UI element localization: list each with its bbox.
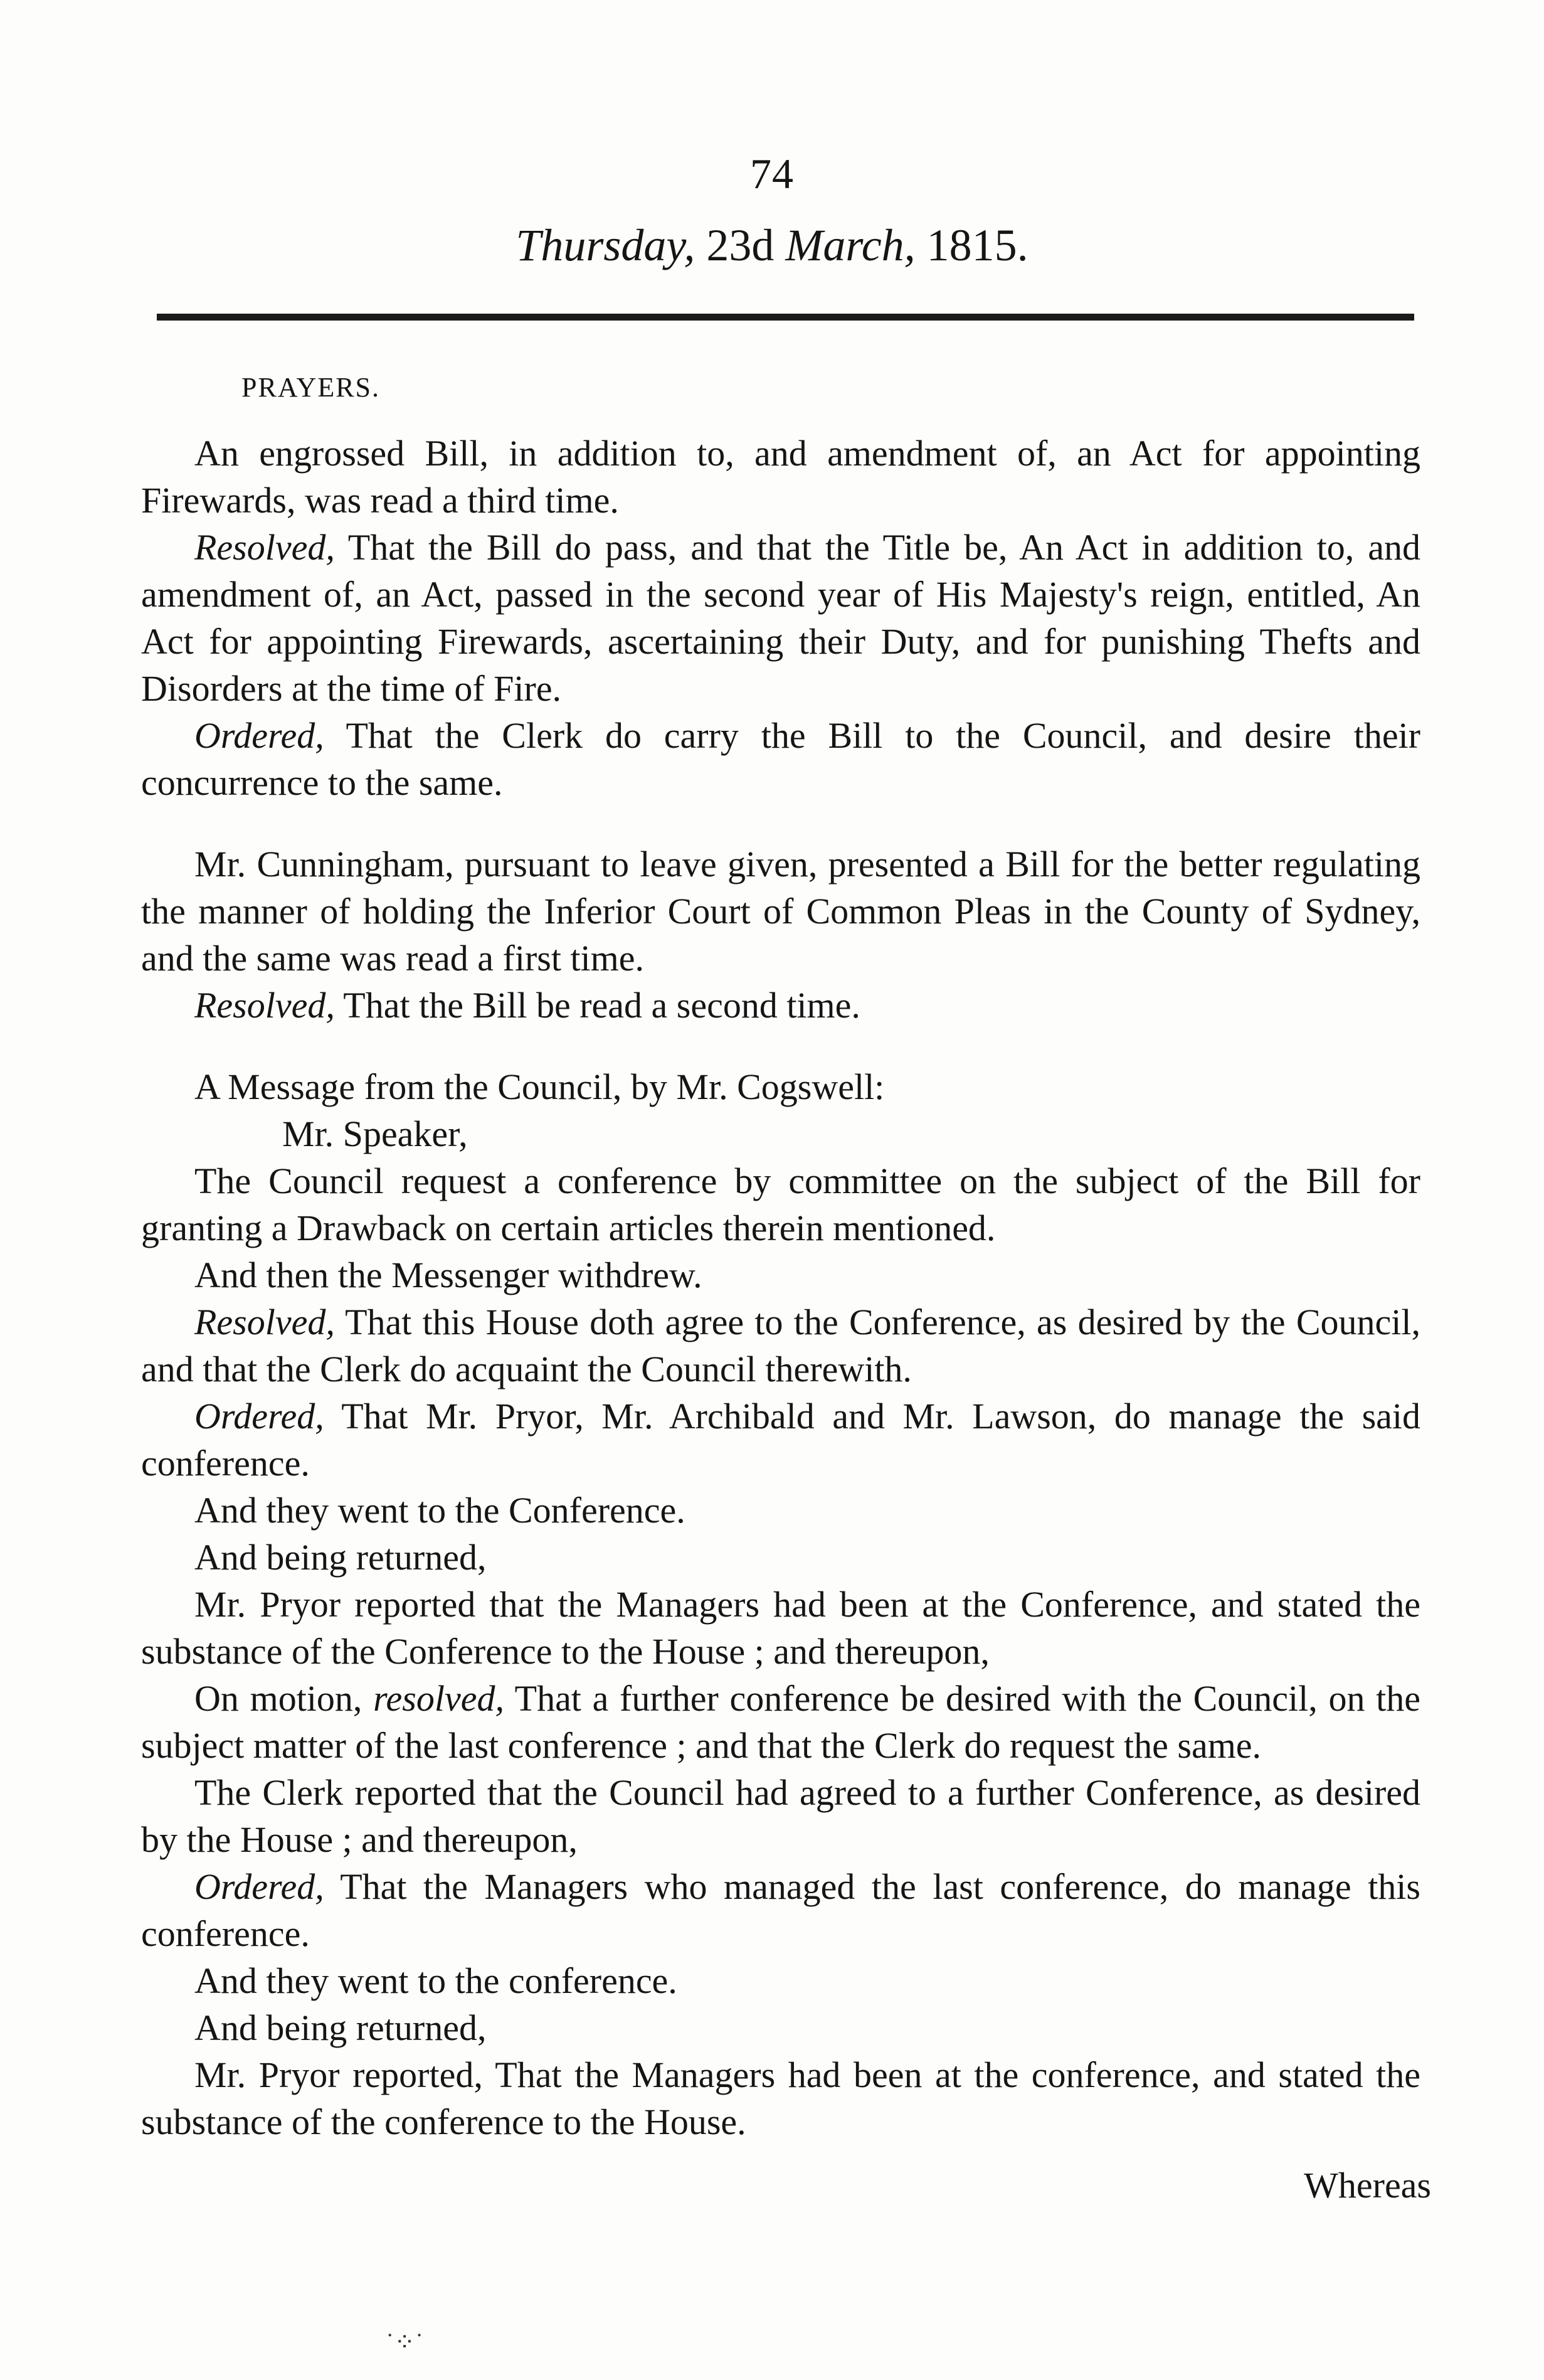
paragraph-cunningham-bill: Mr. Cunningham, pursuant to leave given, presented a Bill for the better regulating the manner of holding the Inferior Court of Common Pleas in the County of Sydney, and the same was read a first time. bbox=[141, 844, 1420, 979]
paragraph-on-motion bbox=[141, 1675, 1420, 1769]
paragraph-ordered-same-managers bbox=[141, 1863, 1420, 1957]
paragraph-message: A Message from the Council, by Mr. Cogswell: bbox=[194, 1066, 885, 1107]
paragraph-resolved-agree bbox=[141, 1299, 1420, 1393]
journal-text bbox=[141, 364, 1420, 2145]
paragraph-text: That this House doth agree to the Conference, as desired by the Council, and that the Clerk do acquaint the Council therewith. bbox=[141, 1302, 1420, 1389]
paragraph-pryor-reported: Mr. Pryor reported that the Managers had been at the Conference, and stated the substance of the Conference to the House ; and thereupon, bbox=[141, 1584, 1420, 1672]
date-day-number: 23d bbox=[706, 220, 775, 270]
resolved-label: Resolved, bbox=[194, 1302, 335, 1342]
paragraph-ordered-managers bbox=[141, 1393, 1420, 1487]
paragraph-text: That the Managers who managed the last conference, do manage this conference. bbox=[141, 1866, 1420, 1954]
ordered-label: Ordered, bbox=[194, 715, 324, 756]
paragraph-text: That the Bill be read a second time. bbox=[334, 985, 860, 1026]
catchword: Whereas bbox=[1304, 2165, 1431, 2206]
resolved-label: resolved, bbox=[373, 1678, 504, 1719]
ordered-label: Ordered, bbox=[194, 1866, 324, 1907]
paragraph-went-to-conference-2: And they went to the conference. bbox=[194, 1960, 677, 2001]
paragraph-being-returned-2: And being returned, bbox=[194, 2007, 487, 2048]
paragraph-speaker: Mr. Speaker, bbox=[282, 1113, 468, 1154]
paragraph-ordered-clerk bbox=[141, 712, 1420, 806]
page-number: 74 bbox=[750, 150, 794, 198]
paragraph-engrossed-bill: An engrossed Bill, in addition to, and amendment of, an Act for appointing Firewards, was read a third time. bbox=[141, 433, 1420, 521]
ink-speck: ˙⁘˙ bbox=[386, 2328, 424, 2356]
paragraph-text: On motion, bbox=[194, 1678, 374, 1719]
paragraph-pryor-reported-2: Mr. Pryor reported, That the Managers had been at the conference, and stated the substance of the conference to the House. bbox=[141, 2054, 1420, 2142]
paragraph-resolved-second-reading bbox=[141, 982, 1420, 1029]
paragraph-being-returned: And being returned, bbox=[194, 1537, 487, 1578]
paragraph-text: That the Bill do pass, and that the Title be, An Act in addition to, and amendment of, an Act, passed in the second year of His Majesty's reign, entitled, An Act for appointing Firewards, ascertaining their Duty, and for punishing Thefts and Disorders at the time of Fire. bbox=[141, 527, 1420, 709]
date-heading bbox=[0, 220, 1544, 272]
paragraph-went-to-conference: And they went to the Conference. bbox=[194, 1490, 685, 1531]
paragraph-messenger-withdrew: And then the Messenger withdrew. bbox=[194, 1255, 702, 1295]
date-year: 1815. bbox=[926, 220, 1028, 270]
paragraph-resolved-title bbox=[141, 524, 1420, 712]
date-day: Thursday, bbox=[516, 220, 695, 270]
prayers-heading: PRAYERS. bbox=[241, 372, 381, 403]
paragraph-council-request: The Council request a conference by committee on the subject of the Bill for granting a Drawback on certain articles therein mentioned. bbox=[141, 1161, 1420, 1248]
date-month: March, bbox=[785, 220, 916, 270]
paragraph-text: That the Clerk do carry the Bill to the Council, and desire their concurrence to the same. bbox=[141, 715, 1420, 803]
ordered-label: Ordered, bbox=[194, 1396, 324, 1437]
paragraph-text: That a further conference be desired with the Council, on the subject matter of the last conference ; and that the Clerk do request the same. bbox=[141, 1678, 1421, 1766]
resolved-label: Resolved, bbox=[194, 985, 335, 1026]
heading-rule bbox=[157, 314, 1414, 321]
paragraph-text: That Mr. Pryor, Mr. Archibald and Mr. Lawson, do manage the said conference. bbox=[141, 1396, 1420, 1484]
paragraph-clerk-reported: The Clerk reported that the Council had agreed to a further Conference, as desired by the House ; and thereupon, bbox=[141, 1772, 1420, 1860]
resolved-label: Resolved, bbox=[194, 527, 335, 568]
